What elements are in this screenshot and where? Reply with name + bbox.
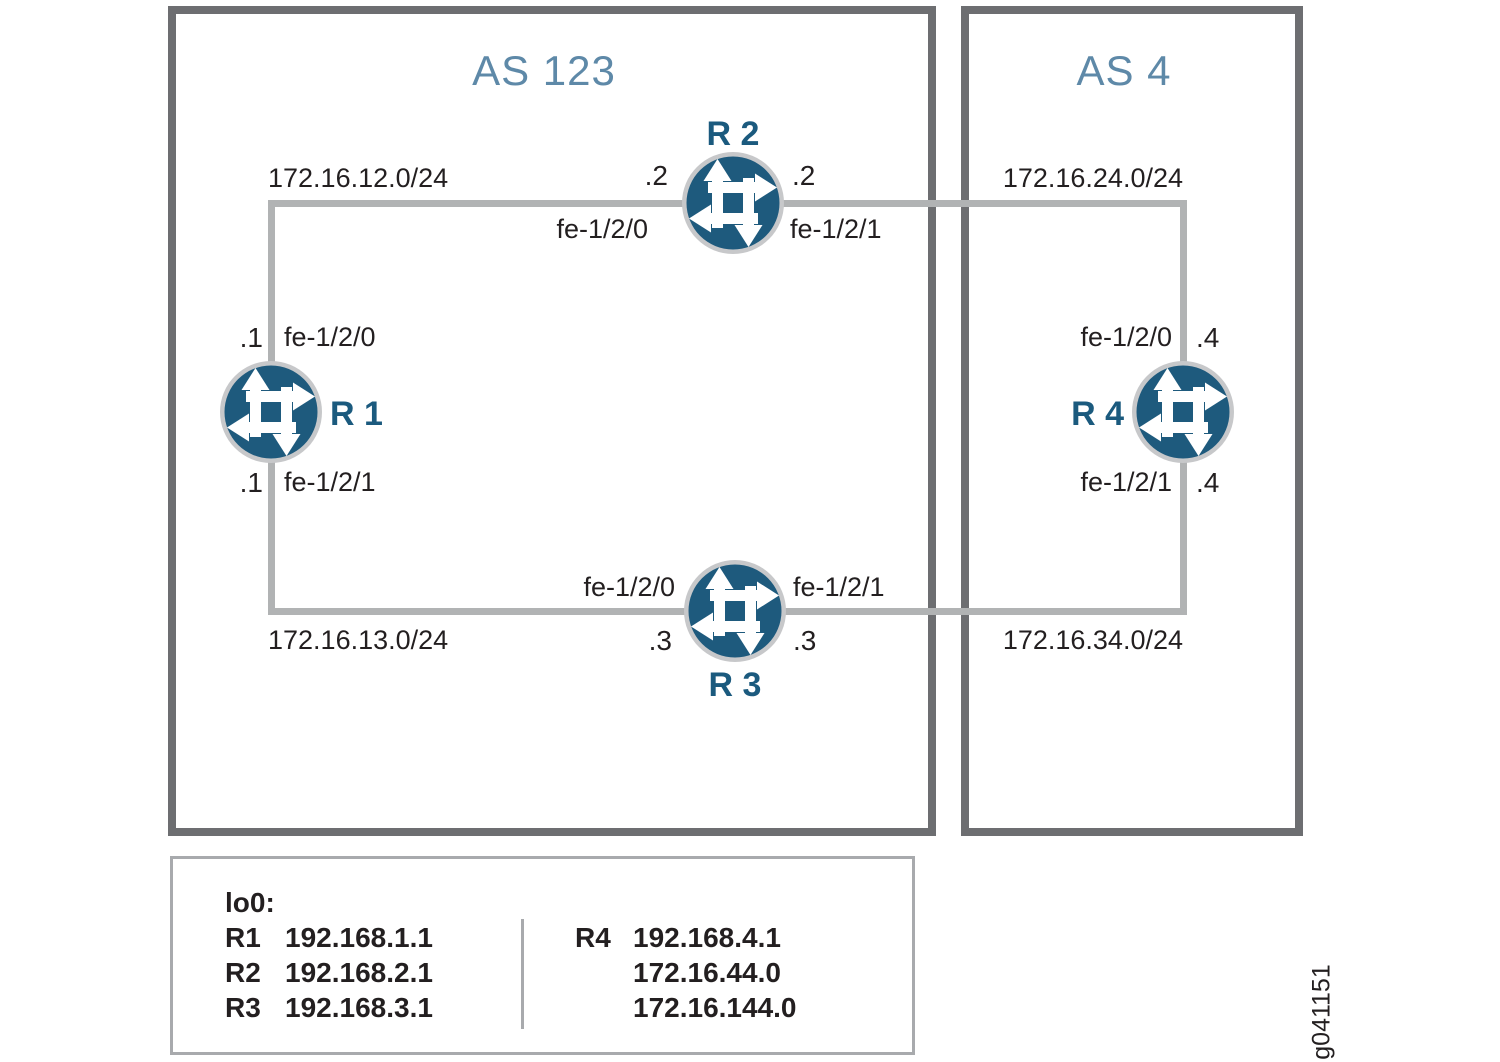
r3-left-interface: fe-1/2/0 <box>583 572 675 602</box>
network-label-r3-r4: 172.16.34.0/24 <box>1002 625 1183 655</box>
r4-top-interface: fe-1/2/0 <box>1080 322 1172 352</box>
r4-top-host-addr: .4 <box>1196 322 1220 353</box>
r3-right-interface: fe-1/2/1 <box>793 572 885 602</box>
legend-r3-label: R3 <box>225 992 261 1023</box>
legend-r4-addr-3: 172.16.144.0 <box>633 992 797 1023</box>
legend-r1-label: R1 <box>225 922 261 953</box>
router-r1-icon <box>218 359 324 465</box>
router-r3-label: R 3 <box>708 666 762 704</box>
r2-left-interface: fe-1/2/0 <box>556 214 648 244</box>
network-label-r1-r3: 172.16.13.0/24 <box>268 625 449 655</box>
r1-top-host-addr: .1 <box>239 322 263 353</box>
r1-bottom-interface: fe-1/2/1 <box>284 467 376 497</box>
r1-bottom-host-addr: .1 <box>239 467 263 498</box>
network-label-r1-r2: 172.16.12.0/24 <box>268 163 449 193</box>
r2-left-host-addr: .2 <box>644 160 668 191</box>
r1-top-interface: fe-1/2/0 <box>284 322 376 352</box>
r4-bottom-interface: fe-1/2/1 <box>1080 467 1172 497</box>
legend-divider <box>521 919 524 1029</box>
legend-title: lo0: <box>225 887 275 918</box>
as123-title: AS 123 <box>472 47 616 94</box>
router-r2-label: R 2 <box>706 115 760 153</box>
network-label-r2-r4: 172.16.24.0/24 <box>1002 163 1183 193</box>
legend-r3-loopback: 192.168.3.1 <box>285 992 433 1023</box>
network-link-lines <box>268 200 1187 615</box>
r2-right-host-addr: .2 <box>792 160 816 191</box>
router-r4-icon <box>1130 359 1236 465</box>
legend-r4-addr-2: 172.16.44.0 <box>633 957 781 988</box>
router-r3-icon <box>682 558 788 664</box>
r4-bottom-host-addr: .4 <box>1196 467 1220 498</box>
loopback-legend-box <box>170 856 915 1055</box>
legend-r4-label: R4 <box>575 922 611 953</box>
legend-r2-loopback: 192.168.2.1 <box>285 957 433 988</box>
legend-r4-loopback: 192.168.4.1 <box>633 922 781 953</box>
figure-id: g041151 <box>1307 964 1336 1060</box>
legend-r2-label: R2 <box>225 957 261 988</box>
router-r2-icon <box>680 150 786 256</box>
r3-right-host-addr: .3 <box>793 625 817 656</box>
router-r1-label: R 1 <box>330 395 383 433</box>
router-r4-label: R 4 <box>1071 395 1124 433</box>
r3-left-host-addr: .3 <box>648 625 672 656</box>
r2-right-interface: fe-1/2/1 <box>790 214 882 244</box>
legend-r1-loopback: 192.168.1.1 <box>285 922 433 953</box>
as4-title: AS 4 <box>1076 47 1172 94</box>
